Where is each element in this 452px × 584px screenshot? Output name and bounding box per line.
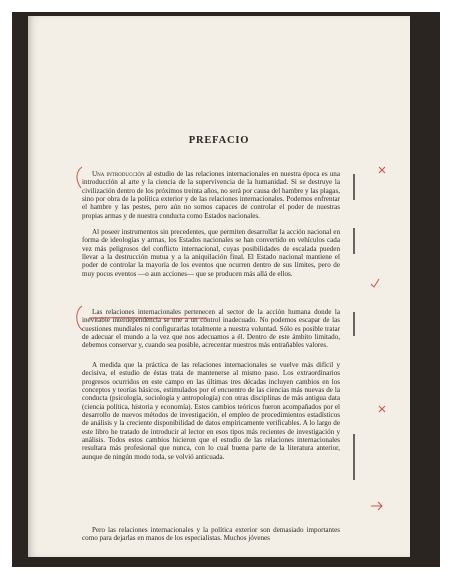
- pencil-check-mark-icon: [370, 278, 380, 288]
- margin-bracket-3: [353, 312, 355, 336]
- paragraph-lead: Una introducción: [92, 170, 145, 178]
- margin-bracket-4: [353, 434, 355, 480]
- book-page: [28, 16, 410, 557]
- paragraph-4: A medida que la práctica de las relaciones internacionales se vuelve más difícil y decisiva, el estudio de éstas trata de mantenerse al mismo paso. Los extraordinarios progresos ocurridos en este campo en las últimas tres décadas incluyen cambios en los conceptos y teorías básicos, estimulados por el encuentro de las ciencias más nuevas de la conducta (psicología, sociología y antropología) con otras disciplinas de más antigua data (ciencia política, historia y economía). Estos cambios teóricos fueron acompañados por el desarrollo de nuevos métodos de investigación, el empleo de procedimientos estadísticos de análisis y la creciente disponibilidad de datos empíricamente verificables. A lo largo de este libro he tratado de introducir al lector en esos tipos más recientes de investigación y análisis. Todos estos cambios hicieron que el estudio de las relaciones internacionales resultara más profesional que nunca, con lo cual buena parte de la literatura anterior, aunque de ningún modo toda, se volvió anticuada.: [82, 361, 340, 461]
- paragraph-text: al estudio de las relaciones internacionales en nuestra época es una introducción al arte y la ciencia de la supervivencia de la humanidad. Si se destruye la civilización dentro de los próximos treinta años, no será por causa del hambre y las plagas, sino por obra de la política exterior y de las relaciones internacionales. Podemos enfrentar el hambre y las pestes, pero aún no somos capaces de controlar el poder de nuestras propias armas y de nuestra conducta como Estados nacionales.: [82, 170, 340, 220]
- paragraph-2: Al poseer instrumentos sin precedentes, que permiten desarrollar la acción nacional en forma de ideologías y armas, los Estados nacionales se han convertido en vehículos cada vez más peligrosos del conflicto internacional, cuyas posibilidades de escalada pueden llevar a la destrucción mutua y a la aniquilación final. El Estado nacional mantiene el poder de controlar la mayoría de los eventos que ocurren dentro de sus límites, pero de muy pocos eventos —o aun acciones— que se producen más allá de ellos.: [82, 228, 340, 278]
- paragraph-1: [82, 170, 340, 220]
- pencil-bracket-mid-left-icon: [72, 305, 84, 331]
- margin-bracket-1: [353, 174, 355, 200]
- paragraph-3: Las relaciones internacionales pertenecen al sector de la acción humana donde la inevitable interdependencia se une a un control inadecuado. No podemos escapar de las cuestiones mundiales ni configurarlas totalmente a nuestra voluntad. Sólo es posible tratar de adecuar el mundo a la vez que nos adecuamos a él. Dentro de este ámbito limitado, debemos conservar y, cuando sea posible, acrecentar nuestros más entrañables valores.: [82, 308, 340, 350]
- page-title: PREFACIO: [188, 135, 250, 147]
- pencil-x-mark-icon: [378, 166, 386, 174]
- pencil-underline-icon: [88, 316, 208, 320]
- paragraph-5: Pero las relaciones internacionales y la política exterior son demasiado importantes como para dejarlas en manos de los especialistas. Muchos jóvenes: [82, 526, 340, 543]
- pencil-mark-top-left-icon: [72, 166, 86, 190]
- margin-bracket-2: [353, 228, 355, 254]
- pencil-arrow-mark-icon: [370, 501, 384, 511]
- pencil-x-mark-lower-icon: [378, 405, 386, 413]
